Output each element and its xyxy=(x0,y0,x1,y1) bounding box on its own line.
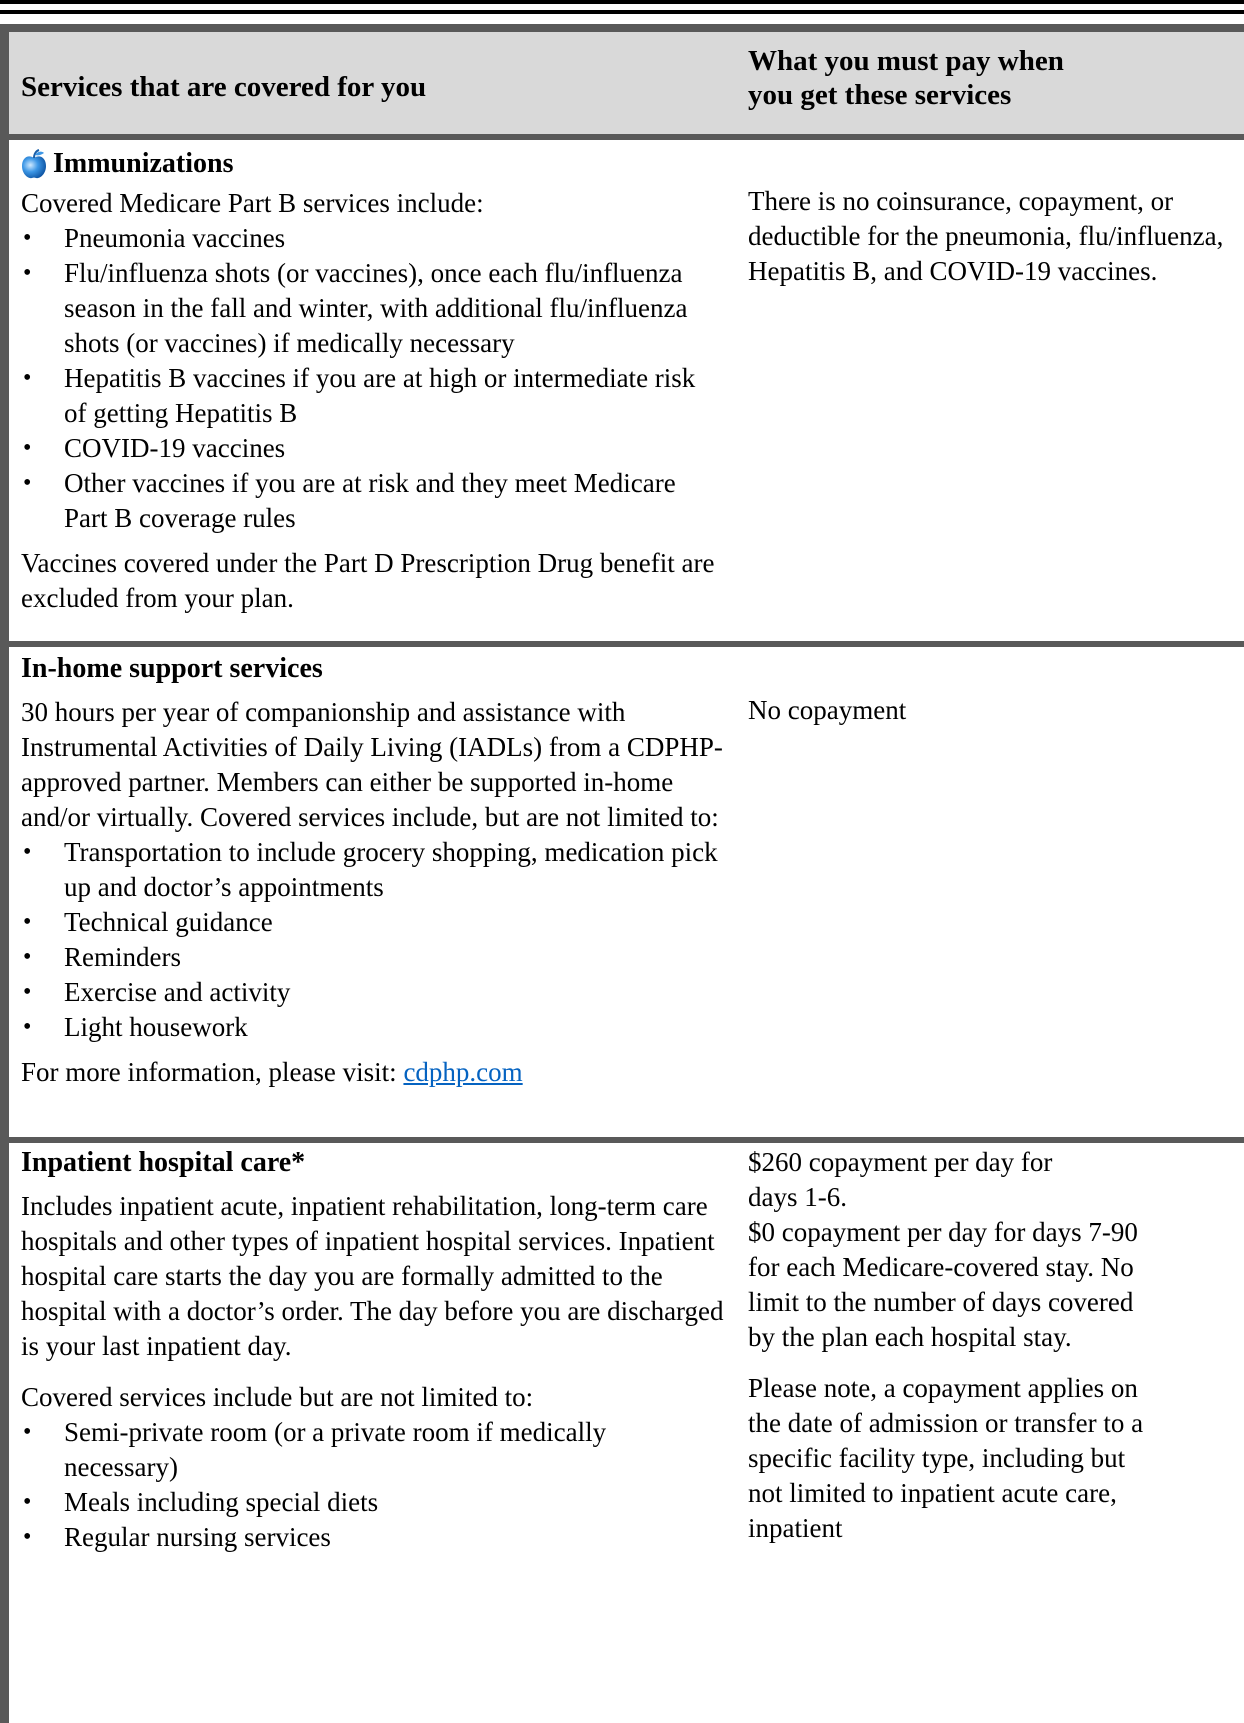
payment-text: $260 copayment per day for days 1-6. xyxy=(748,1147,1053,1212)
table-row xyxy=(9,647,1244,1143)
table-header xyxy=(9,32,1244,140)
apple-icon xyxy=(21,149,47,179)
inhome-list xyxy=(21,835,724,1045)
row-intro: Covered Medicare Part B services include: xyxy=(21,188,484,218)
inpatient-list xyxy=(21,1415,724,1555)
benefits-table xyxy=(0,24,1244,1723)
table-row xyxy=(9,1143,1244,1723)
list-item: • Regular nursing services xyxy=(21,1520,724,1555)
row-intro: 30 hours per year of companionship and assistance with Instrumental Activities of Daily Living (IADLs) from a CDPHP-approved partner. Members can either be supported in-home and/or virtually. Covered services include, but are not limited to: xyxy=(21,697,723,832)
covered-intro: Covered services include but are not limited to: xyxy=(21,1382,534,1412)
list-item: • Light housework xyxy=(21,1010,724,1045)
more-info xyxy=(21,1055,724,1090)
row-title: Inpatient hospital care* xyxy=(21,1147,306,1178)
list-item: • Other vaccines if you are at risk and they meet Medicare Part B coverage rules xyxy=(21,466,724,536)
payment-text: No copayment xyxy=(748,695,907,725)
payment-cell xyxy=(724,1143,1244,1723)
top-double-rule xyxy=(0,0,1244,14)
service-cell xyxy=(9,140,724,641)
payment-note: Please note, a copayment applies on the date of admission or transfer to a specific facility type, including but not limited to inpatient acute care, inpatient xyxy=(748,1373,1144,1543)
row-title xyxy=(21,144,724,184)
table-row xyxy=(9,140,1244,647)
list-item: • COVID-19 vaccines xyxy=(21,431,724,466)
header-payment xyxy=(724,32,1244,134)
list-item: • Exercise and activity xyxy=(21,975,724,1010)
cdphp-link[interactable]: cdphp.com xyxy=(403,1057,523,1087)
header-payment-line1: What you must pay when xyxy=(748,45,1064,77)
row-intro: Includes inpatient acute, inpatient rehabilitation, long-term care hospitals and other types of inpatient hospital services. Inpatient hospital care starts the day you are formally admitted to the hospital with a doctor’s order. The day before you are discharged is your last inpatient day. xyxy=(21,1191,724,1361)
row-footer: Vaccines covered under the Part D Prescription Drug benefit are excluded from your plan. xyxy=(21,548,715,613)
header-services: Services that are covered for you xyxy=(21,71,427,103)
payment-text: There is no coinsurance, copayment, or deductible for the pneumonia, flu/influenza, Hepatitis B, and COVID-19 vaccines. xyxy=(748,186,1224,286)
list-item: • Meals including special diets xyxy=(21,1485,724,1520)
service-cell xyxy=(9,647,724,1137)
list-item: • Hepatitis B vaccines if you are at high or intermediate risk of getting Hepatitis B xyxy=(21,361,724,431)
list-item: • Reminders xyxy=(21,940,724,975)
immunization-list xyxy=(21,221,724,536)
payment-cell xyxy=(724,647,1244,1137)
row-title: In-home support services xyxy=(21,653,323,684)
row-title-text: Immunizations xyxy=(53,148,234,179)
list-item: • Flu/influenza shots (or vaccines), once each flu/influenza season in the fall and winter, with additional flu/influenza shots (or vaccines) if medically necessary xyxy=(21,256,724,361)
payment-text: $0 copayment per day for days 7-90 for each Medicare-covered stay. No limit to the number of days covered by the plan each hospital stay. xyxy=(748,1217,1138,1352)
header-payment-line2: you get these services xyxy=(748,79,1012,111)
list-item: • Pneumonia vaccines xyxy=(21,221,724,256)
list-item: • Technical guidance xyxy=(21,905,724,940)
list-item: • Transportation to include grocery shopping, medication pick up and doctor’s appointments xyxy=(21,835,724,905)
payment-cell xyxy=(724,140,1244,641)
service-cell xyxy=(9,1143,724,1723)
more-info-text: For more information, please visit: xyxy=(21,1057,404,1087)
list-item: • Semi-private room (or a private room if medically necessary) xyxy=(21,1415,724,1485)
